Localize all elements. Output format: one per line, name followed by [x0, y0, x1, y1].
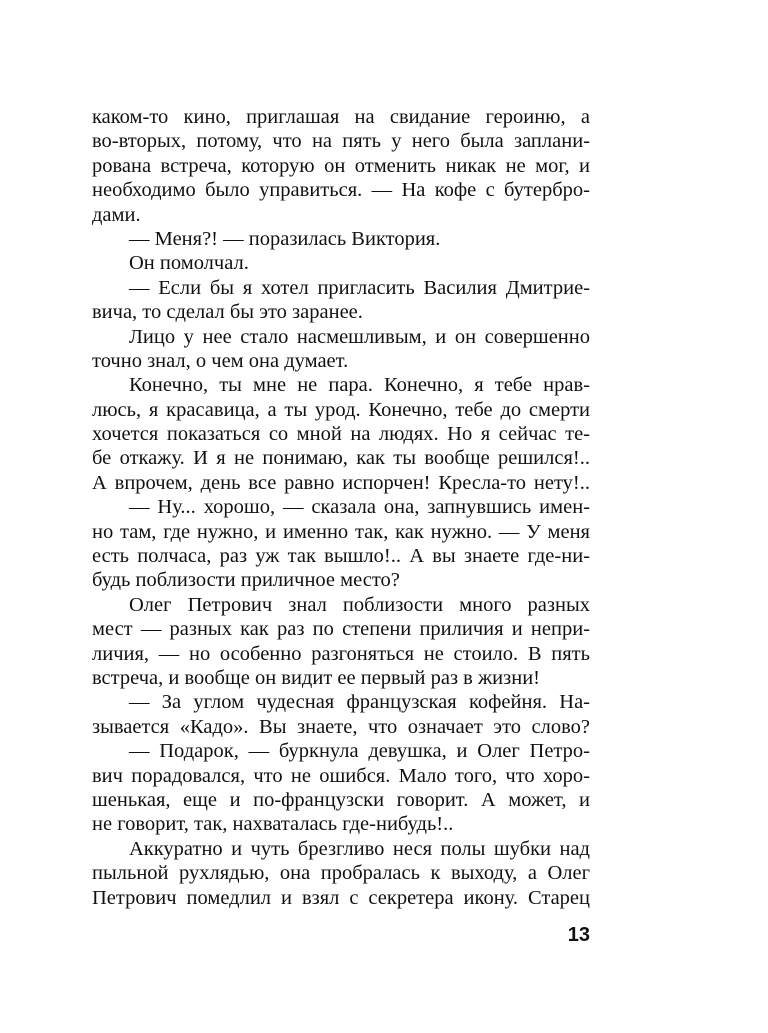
page-body-text	[92, 105, 590, 910]
text-line: но там, где нужно, и именно так, как нужно. — У меня	[92, 520, 590, 543]
text-line: Он помолчал.	[129, 252, 249, 275]
text-line: необходимо было управиться. — На кофе с бутербро-	[92, 179, 590, 202]
text-line: пыльной рухлядью, она пробралась к выходу, а Олег	[92, 862, 590, 885]
text-line: — Ну... хорошо, — сказала она, запнувшись имен-	[129, 496, 590, 519]
text-line: Петрович помедлил и взял с секретера икону. Старец	[92, 886, 590, 909]
text-line: есть полчаса, раз уж так вышло!.. А вы знаете где-ни-	[92, 545, 590, 568]
text-line: каком-то кино, приглашая на свидание героиню, а	[92, 106, 590, 128]
text-line: мест — разных как раз по степени приличия и непри-	[92, 618, 590, 641]
text-line: вича, то сделал бы это заранее.	[92, 301, 363, 324]
text-line: — Подарок, — буркнула девушка, и Олег Петро-	[129, 740, 590, 763]
text-line: А впрочем, день все равно испорчен! Кресла-то нету!..	[92, 471, 590, 494]
text-line: Конечно, ты мне не пара. Конечно, я тебе нрав-	[129, 374, 590, 397]
text-line: рована встреча, которую он отменить никак не мог, и	[92, 154, 590, 177]
text-line: личия, — но особенно разгоняться не стоило. В пять	[92, 642, 590, 665]
text-line: люсь, я красавица, а ты урод. Конечно, тебе до смерти	[92, 398, 590, 421]
text-line: — Меня?! — поразилась Виктория.	[129, 227, 441, 250]
text-line: во-вторых, потому, что на пять у него была заплани-	[92, 130, 590, 153]
text-line: встреча, и вообще он видит ее первый раз в жизни!	[92, 666, 540, 689]
text-line: бе откажу. И я не понимаю, как ты вообще решился!..	[92, 447, 590, 470]
text-line: дами.	[92, 203, 141, 226]
text-line: вич порадовался, что не ошибся. Мало того, что хоро-	[92, 764, 590, 787]
text-line: — Если бы я хотел пригласить Василия Дмитрие-	[129, 276, 590, 299]
text-line: хочется показаться со мной на людях. Но я сейчас те-	[92, 423, 590, 446]
text-line: Олег Петрович знал поблизости много разных	[129, 593, 590, 616]
text-line: Аккуратно и чуть брезгливо неся полы шубки над	[129, 837, 590, 860]
page-number: 13	[567, 924, 590, 946]
text-line: не говорит, так, нахваталась где-нибудь!..	[92, 813, 454, 836]
text-line: точно знал, о чем она думает.	[92, 349, 349, 372]
text-line: шенькая, еще и по-французски говорит. А может, и	[92, 788, 590, 811]
text-line: зывается «Кадо». Вы знаете, что означает это слово?	[92, 715, 590, 738]
text-line: — За углом чудесная французская кофейня. На-	[129, 691, 590, 714]
text-line: будь поблизости приличное место?	[92, 569, 400, 592]
text-line: Лицо у нее стало насмешливым, и он совершенно	[129, 325, 590, 348]
